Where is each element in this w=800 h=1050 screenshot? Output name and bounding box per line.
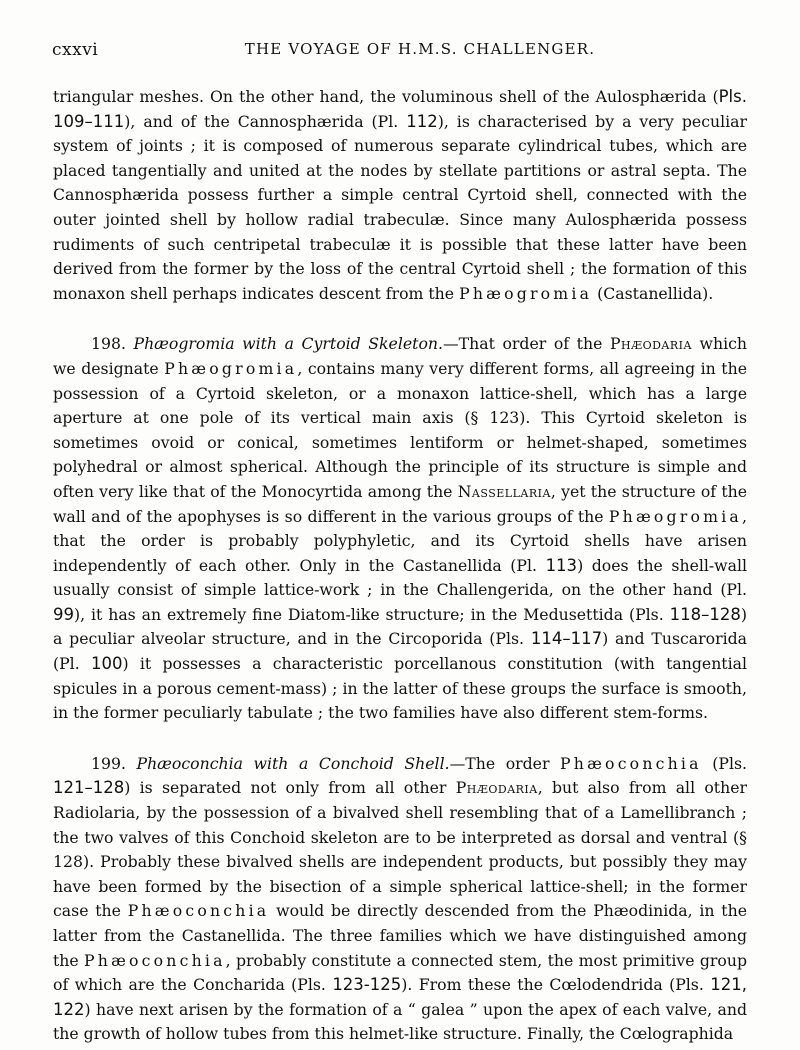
small-caps-term: Phæodaria [609,334,692,354]
text-run: ). From these the Cœlodendrida (Pls. [401,975,711,995]
text-run: ) it possesses a characteristic porcellanous constitution (with tangential spicules in a porous cement-mass) ; in the latter of these groups the surface is smooth, in the former peculiarly tabulate ; the two families have also different stem-forms. [53,654,747,723]
page-number: cxxvi [52,40,99,60]
spaced-term: Phæogromia [459,283,593,303]
spaced-term: Phæoconchia [127,901,270,921]
text-run: , contains many very different forms, all agreeing in the possession of a Cyrtoid skeleton, or a monaxon lattice-shell, which has a large aperture at one pole of its vertical main axis (§ 123). This Cyrtoid skeleton is sometimes ovoid or conical, sometimes lentiform or helmet-shaped, sometimes polyhedral or almost spherical. Although the principle of its structure is simple and often very like that of the Monocyrtida among the [53,358,747,501]
plate-reference: 114–117 [530,629,603,649]
text-run: ), is characterised by a very peculiar system of joints ; it is composed of numerous separate cylindrical tubes, which are placed tangentially and united at the nodes by stellate partitions or astral septa. The Cannosphærida possess further a simple central Cyrtoid shell, connected with the outer jointed shell by hollow radial trabeculæ. Since many Aulosphærida possess rudiments of such centripetal trabeculæ it is possible that these latter have been derived from the former by the loss of the central Cyrtoid shell ; the formation of this monaxon shell perhaps indicates descent from the [53,111,747,303]
text-run: ) and Tuscarorida (Pl. [53,629,747,674]
text-run: , that the order is probably polyphyletic, and its Cyrtoid shells have arisen independently of each other. Only in the Castanellida (Pl. [53,506,747,575]
paragraph-199 [53,752,747,1047]
spaced-term: Phæoconchia [84,950,226,970]
plate-reference: 113 [545,555,578,575]
text-run: , but also from all other Radiolaria, by the possession of a bivalved shell resembling that of a Lamellibranch ; the two valves of this Conchoid skeleton are to be interpreted as dorsal and ventral (§ 128). Probably these bivalved shells are independent products, but possibly they may have been formed by the bisection of a simple spherical lattice-shell; in the former case the [53,778,747,921]
text-run: ) a peculiar alveolar structure, and in the Circoporida (Pls. [53,604,747,649]
text-run: would be directly descended from the Phæodinida, in the latter from the Castanellida. The three families which we have distinguished among the [53,901,747,970]
section-heading: Phæoconchia with a Conchoid Shell. [136,753,450,773]
spaced-term: Phæoconchia [560,753,702,773]
text-run: ) does the shell-wall usually consist of simple lattice-work ; in the Challengerida, on the other hand (Pl. [53,555,748,600]
plate-reference: Pls. 109–111 [53,87,747,131]
text-run: , probably constitute a connected stem, the most primitive group of which are the Concharida (Pls. [53,950,747,995]
text-run: , yet the structure of the wall and of the apophyses is so different in the various groups of the [53,481,748,526]
spaced-term: Phæogromia [164,358,298,378]
text-run: ), it has an extremely fine Diatom-like structure; in the Medusettida (Pls. [74,604,670,624]
plate-reference: 99 [53,604,74,624]
section-number: 198. [91,334,134,354]
paragraph-aulosphaerida [53,85,747,306]
plate-reference: 112 [406,111,438,131]
small-caps-term: Nassellaria [457,481,551,501]
small-caps-term: Phæodaria [455,778,538,798]
text-run: —That order of the [442,334,610,354]
section-number: 199. [91,753,137,773]
body-text [53,85,747,1047]
running-title: THE VOYAGE OF H.M.S. CHALLENGER. [244,40,596,58]
plate-reference: 121, 122 [53,975,747,1019]
plate-reference: 123-125 [332,975,402,995]
paragraph-198 [53,332,747,726]
plate-reference: 121–128 [53,778,125,798]
plate-reference: 100 [90,654,123,674]
text-run: (Castanellida). [592,283,714,303]
text-run: ), and of the Cannosphærida (Pl. [124,111,407,131]
text-run: —The order [449,753,561,773]
text-run: which we designate [53,334,747,378]
text-run: (Pls. [701,753,748,773]
plate-reference: 118–128 [669,604,741,624]
text-run: ) have next arisen by the formation of a “ galea ” upon the apex of each valve, and the growth of hollow tubes from this helmet-like structure. Finally, the Cœlographida [53,999,747,1044]
spaced-term: Phæogromia [608,506,742,526]
section-heading: Phæogromia with a Cyrtoid Skeleton. [133,334,443,354]
page-header [52,40,748,68]
text-run: ) is separated not only from all other [124,778,456,798]
text-run: triangular meshes. On the other hand, the voluminous shell of the Aulosphærida ( [53,87,719,106]
